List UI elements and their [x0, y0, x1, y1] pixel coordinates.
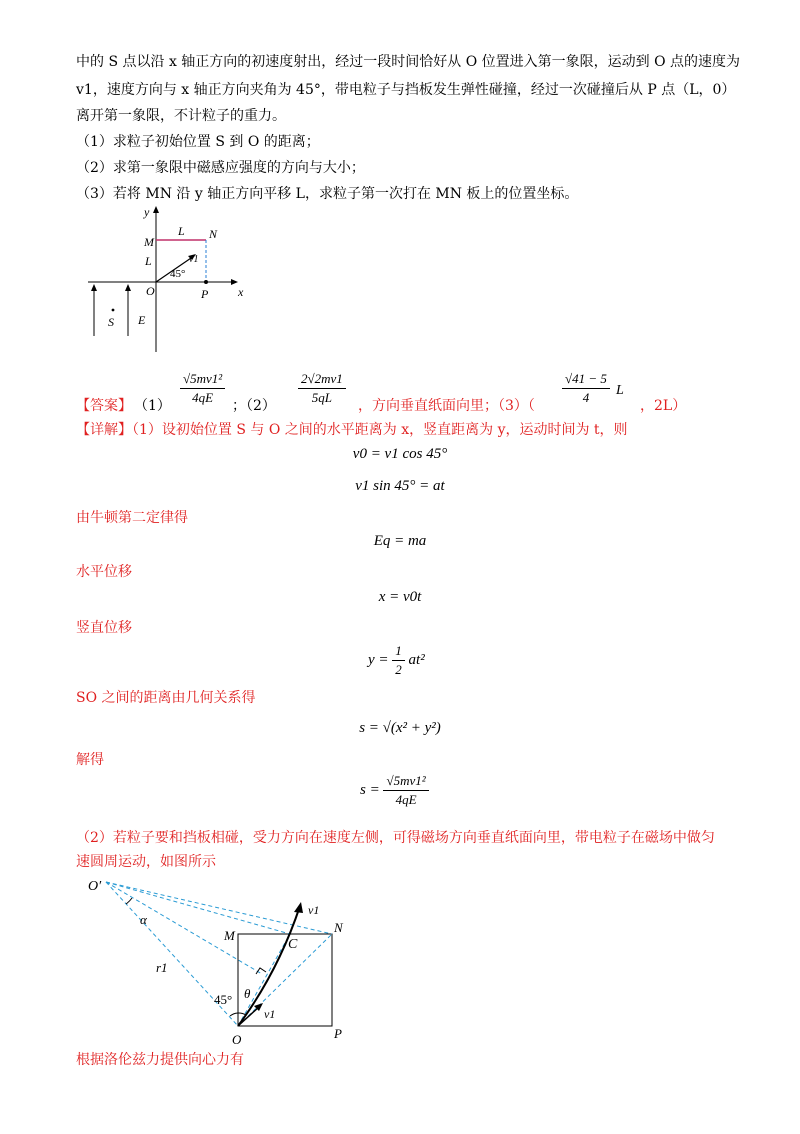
label-L-top: L — [178, 224, 185, 238]
label-O: O — [232, 1032, 242, 1047]
point-P — [204, 280, 208, 284]
label-M: M — [224, 928, 235, 943]
answer-fraction-1 — [180, 370, 225, 407]
label-v1-bottom: v1 — [264, 1007, 276, 1021]
detail-tag: 【详解】 — [76, 422, 132, 438]
problem-line-1: 中的 S 点以沿 x 轴正方向的初速度射出，经过一段时间恰好从 O 位置进入第一象限，运动到 O 点的速度为 — [76, 54, 741, 70]
field-arrow-1 — [91, 284, 97, 291]
answer-fraction-2-numerator: 2√2mv1 — [298, 370, 346, 389]
equation-7-denominator: 4qE — [395, 792, 417, 807]
equation-5-right: at² — [408, 652, 425, 668]
label-P: P — [201, 287, 209, 301]
answer-part3-tail: ，2L） — [640, 398, 687, 414]
y-axis-arrow — [153, 206, 159, 213]
equation-7-left: s = — [360, 782, 380, 798]
radius-o-prime-c — [106, 882, 290, 934]
line-o-prime-perpendicular — [106, 882, 262, 974]
problem-line-3: 离开第一象限，不计粒子的重力。 — [76, 108, 286, 124]
answer-tag: 【答案】 — [76, 398, 132, 414]
label-L-left: L — [145, 254, 152, 268]
label-r1: r1 — [156, 960, 168, 975]
label-E: E — [138, 313, 146, 327]
answer-fraction-2 — [298, 370, 346, 407]
detail-intro — [76, 420, 628, 440]
label-theta: θ — [244, 986, 251, 1001]
equation-7 — [360, 772, 429, 809]
part2-line-1: （2）若粒子要和挡板相碰，受力方向在速度左侧，可得磁场方向垂直纸面向里，带电粒子在磁场中做匀 — [76, 830, 715, 846]
label-N: N — [334, 920, 343, 935]
answer-fraction-3-denominator: 4 — [582, 390, 590, 405]
label-o-prime: O′ — [88, 879, 102, 894]
answer-fraction-3-suffix: L — [616, 383, 624, 398]
answer-separator-1: ；（2） — [232, 398, 276, 414]
answer-part2-text: ，方向垂直纸面向里；（3）（ — [358, 398, 535, 414]
answer-fraction-1-numerator: √5mv1² — [180, 370, 225, 389]
question-1: （1）求粒子初始位置 S 到 O 的距离； — [76, 134, 320, 150]
label-lorentz: 根据洛伦兹力提供向心力有 — [76, 1052, 244, 1068]
equation-5-left: y = — [368, 652, 389, 668]
label-M: M — [144, 235, 154, 249]
label-angle-45: 45° — [170, 268, 186, 280]
equation-5-denominator: 2 — [395, 662, 402, 677]
equation-5-numerator: 1 — [392, 642, 405, 661]
figure-circle-motion-diagram — [82, 872, 362, 1048]
label-v1-top: v1 — [308, 903, 320, 917]
part2-line-2: 速圆周运动，如图所示 — [76, 854, 216, 870]
label-x: x — [238, 285, 244, 299]
equation-7-numerator: √5mv1² — [383, 772, 428, 791]
label-C: C — [288, 937, 298, 952]
label-solve: 解得 — [76, 752, 104, 768]
equation-6: s = √(x² + y²) — [359, 720, 441, 736]
field-arrow-2 — [125, 284, 131, 291]
answer-fraction-1-denominator: 4qE — [192, 390, 214, 405]
label-newton: 由牛顿第二定律得 — [76, 510, 188, 526]
label-vertical: 竖直位移 — [76, 620, 132, 636]
point-S — [112, 309, 115, 312]
label-O: O — [146, 284, 155, 298]
label-alpha: α — [140, 912, 147, 927]
equation-5 — [368, 642, 425, 679]
label-P: P — [334, 1026, 342, 1041]
x-axis-arrow — [231, 279, 238, 285]
question-2: （2）求第一象限中磁感应强度的方向与大小； — [76, 160, 365, 176]
figure-field-diagram — [82, 202, 262, 362]
equation-4: x = v0t — [378, 589, 422, 605]
equation-3: Eq = ma — [373, 533, 427, 549]
detail-intro-text: （1）设初始位置 S 与 O 之间的水平距离为 x，竖直距离为 y，运动时间为 t，则 — [132, 422, 628, 438]
angle-arc-alpha — [126, 898, 132, 904]
label-angle-45: 45° — [214, 992, 233, 1007]
answer-fraction-3 — [562, 370, 610, 407]
trajectory-arrow — [294, 902, 303, 913]
equation-7-fraction — [383, 772, 428, 809]
answer-fraction-2-denominator: 5qL — [311, 390, 333, 405]
answer-fraction-3-numerator: √41 − 5 — [562, 370, 610, 389]
equation-2: v1 sin 45° = at — [355, 478, 445, 494]
label-y: y — [144, 205, 150, 219]
equation-5-fraction — [392, 642, 405, 679]
label-horizontal: 水平位移 — [76, 564, 132, 580]
label-S: S — [108, 315, 114, 329]
right-angle-mark — [256, 968, 266, 974]
question-3: （3）若将 MN 沿 y 轴正方向平移 L，求粒子第一次打在 MN 板上的位置坐标。 — [76, 186, 579, 202]
label-geometry: SO 之间的距离由几何关系得 — [76, 690, 256, 706]
equation-1: v0 = v1 cos 45° — [352, 446, 448, 462]
label-N: N — [209, 227, 218, 241]
problem-line-2: v1，速度方向与 x 轴正方向夹角为 45°，带电粒子与挡板发生弹性碰撞，经过一次碰撞后从 P 点（L，0） — [76, 82, 736, 98]
label-v1: v1 — [189, 254, 199, 265]
answer-part1-label: （1） — [134, 398, 171, 414]
